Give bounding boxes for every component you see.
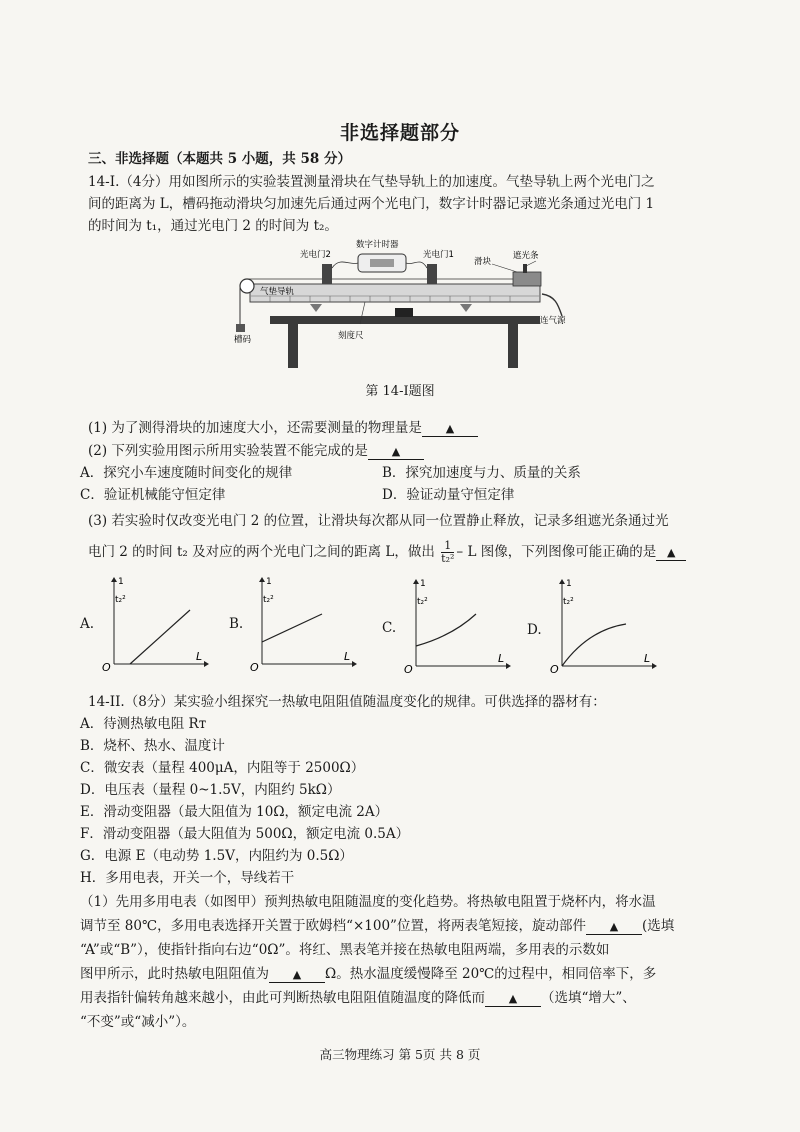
q14ii-stem: 14-II.（8分）某实验小组探究一热敏电阻阻值随温度变化的规律。可供选择的器材有： <box>88 694 606 710</box>
q14ii-part1-line3: “A”或“B”），使指针指向右边“0Ω”。将红、黑表笔并接在热敏电阻两端，多用表的示数如 <box>80 942 610 958</box>
air-track-figure <box>230 236 580 376</box>
q14i-stem-line1: 14-I.（4分）用如图所示的实验装置测量滑块在气垫导轨上的加速度。气垫导轨上两个光电门之 <box>88 174 655 190</box>
q14i-sub3-text-a: 电门 2 的时间 t₂ 及对应的两个光电门之间的距离 L，做出 <box>88 544 435 560</box>
q2-option-c: C．验证机械能守恒定律 <box>80 487 226 503</box>
section-heading: 三、非选择题（本题共 5 小题，共 58 分） <box>88 151 351 167</box>
svg-text:1: 1 <box>118 577 124 587</box>
answer-blank-1: ▲ <box>422 422 478 437</box>
figure-caption: 第 14-I题图 <box>365 384 435 399</box>
foot-right <box>460 304 472 312</box>
graph-c <box>402 574 512 674</box>
q2-option-b: B．探究加速度与力、质量的关系 <box>382 465 581 481</box>
label-gate2: 光电门2 <box>300 250 331 260</box>
q14ii-part1-line5 <box>80 986 636 1007</box>
label-ruler: 刻度尺 <box>338 331 364 341</box>
answer-blank-3: ▲ <box>656 546 686 561</box>
fraction-1-over-t2sq <box>441 540 454 565</box>
q14i-sub2-text: (2) 下列实验用图示所用实验装置不能完成的是 <box>88 443 368 459</box>
svg-text:O: O <box>250 661 259 672</box>
light-shade <box>523 264 527 273</box>
q14ii-part1-line2 <box>80 914 674 935</box>
graph-d-curve <box>562 624 626 666</box>
q14ii-part1-line5-text: 用表指针偏转角越来越小，由此可判断热敏电阻阻值随温度的降低而 <box>80 990 485 1006</box>
q14i-sub2 <box>88 439 424 460</box>
q14i-sub3-line1: (3) 若实验时仅改变光电门 2 的位置，让滑块每次都从同一位置静止释放，记录多组遮光条通过光 <box>88 513 669 529</box>
page-footer: 高三物理练习 第 5页 共 8 页 <box>319 1047 481 1062</box>
q14i-sub3-text-b: – L 图像，下列图像可能正确的是 <box>456 544 657 560</box>
photogate-1 <box>427 264 437 284</box>
answer-blank-2: ▲ <box>368 445 424 460</box>
air-hose <box>542 294 562 316</box>
answer-blank-4: ▲ <box>586 920 642 935</box>
graph-d <box>548 574 658 674</box>
q14i-sub3-line2 <box>88 540 686 565</box>
svg-text:O: O <box>102 661 111 672</box>
svg-text:L: L <box>196 650 203 663</box>
graph-option-a-label: A. <box>80 616 95 632</box>
photogate-2 <box>322 264 332 284</box>
q14ii-part1-line2-tail: (选填 <box>641 918 675 934</box>
q14i-stem-line2: 间的距离为 L，槽码拖动滑块匀加速先后通过两个光电门，数字计时器记录遮光条通过光电门 1 <box>88 196 655 212</box>
graph-b <box>248 572 358 672</box>
q14i-sub1 <box>88 416 478 437</box>
svg-text:L: L <box>344 650 351 663</box>
equipment-item: H．多用电表，开关一个，导线若干 <box>80 870 295 886</box>
weight-block <box>236 324 245 332</box>
svg-text:1: 1 <box>566 579 572 589</box>
graph-option-c-label: C. <box>382 620 397 636</box>
graph-option-b-label: B. <box>229 616 244 632</box>
page-title: 非选择题部分 <box>339 122 460 144</box>
graph-c-curve <box>416 614 476 646</box>
svg-text:1: 1 <box>420 579 426 589</box>
q14i-sub1-text: (1) 为了测得滑块的加速度大小，还需要测量的物理量是 <box>88 420 422 436</box>
svg-text:O: O <box>550 663 559 674</box>
graph-a <box>100 572 210 672</box>
equipment-item: E．滑动变阻器（最大阻值为 10Ω，额定电流 2A） <box>80 804 389 820</box>
svg-text:t₂²: t₂² <box>563 597 574 607</box>
label-shade: 遮光条 <box>513 251 539 261</box>
q14ii-part1-line4 <box>80 962 656 983</box>
label-timer: 数字计时器 <box>356 240 399 250</box>
table-leg-right <box>508 324 518 368</box>
svg-text:L: L <box>498 652 505 665</box>
label-weight: 槽码 <box>234 335 252 345</box>
svg-text:1: 1 <box>266 577 272 587</box>
label-slider: 滑块 <box>474 257 492 267</box>
pulley <box>240 279 254 293</box>
table-leg-left <box>288 324 298 368</box>
q2-option-a: A．探究小车速度随时间变化的规律 <box>80 465 293 481</box>
track-support <box>395 308 413 317</box>
graph-option-d-label: D. <box>527 622 542 638</box>
equipment-item: F．滑动变阻器（最大阻值为 500Ω，额定电流 0.5A） <box>80 826 410 842</box>
foot-left <box>310 304 322 312</box>
label-track: 气垫导轨 <box>260 287 295 297</box>
equipment-item: G．电源 E（电动势 1.5V，内阻约为 0.5Ω） <box>80 848 353 864</box>
equipment-item: C．微安表（量程 400μA，内阻等于 2500Ω） <box>80 760 365 776</box>
answer-blank-5: ▲ <box>269 968 325 983</box>
q14ii-part1-line4-text: 图甲所示，此时热敏电阻阻值为 <box>80 966 269 982</box>
q2-option-d: D．验证动量守恒定律 <box>382 487 515 503</box>
svg-text:L: L <box>644 652 651 665</box>
q14i-stem-line3: 的时间为 t₁，通过光电门 2 的时间为 t₂。 <box>88 218 338 234</box>
answer-blank-6: ▲ <box>485 992 541 1007</box>
table-top <box>270 316 540 324</box>
svg-text:O: O <box>404 663 413 674</box>
label-gate1: 光电门1 <box>423 250 454 260</box>
svg-text:t₂²: t₂² <box>263 595 274 605</box>
graph-a-line <box>130 610 190 664</box>
slider <box>513 272 541 286</box>
svg-text:t₂²: t₂² <box>417 597 428 607</box>
fraction-den: t₂² <box>441 552 455 565</box>
equipment-item: B．烧杯、热水、温度计 <box>80 738 225 754</box>
fraction-num: 1 <box>441 540 454 553</box>
equipment-item: D．电压表（量程 0~1.5V，内阻约 5kΩ） <box>80 782 341 798</box>
q14ii-part1-line1: （1）先用多用电表（如图甲）预判热敏电阻随温度的变化趋势。将热敏电阻置于烧杯内，将水温 <box>80 894 656 910</box>
label-air: 连气源 <box>540 316 566 326</box>
q14ii-part1-line6: “不变”或“减小”）。 <box>80 1014 196 1030</box>
q14ii-part1-line5-tail: （选填“增大”、 <box>541 990 636 1006</box>
q14ii-part1-line2-text: 调节至 80℃，多用电表选择开关置于欧姆档“×100”位置，将两表笔短接，旋动部件 <box>80 918 586 934</box>
graph-b-line <box>262 614 322 642</box>
equipment-item: A．待测热敏电阻 Rᴛ <box>80 716 207 732</box>
q14ii-part1-line4-tail: Ω。热水温度缓慢降至 20℃的过程中，相同倍率下，多 <box>325 966 657 982</box>
svg-text:t₂²: t₂² <box>115 595 126 605</box>
